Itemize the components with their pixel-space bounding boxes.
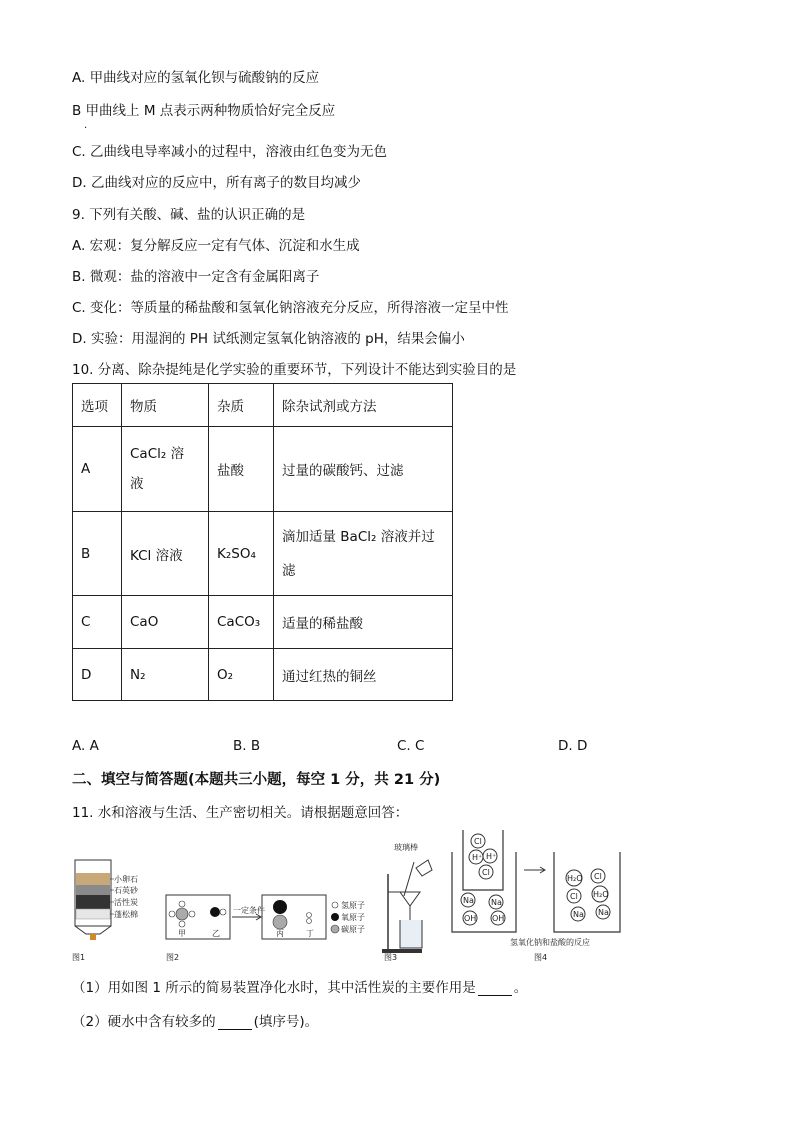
q9-option-b: B. 微观：盐的溶液中一定含有金属阳离子 [72,269,320,285]
fig2-caption: 图2 [166,953,180,962]
q10-stem: 10. 分离、除杂提纯是化学实验的重要环节，下列设计不能达到实验目的是 [72,362,517,378]
q10-answer-d: D. D [558,738,588,754]
section-2-heading: 二、填空与简答题(本题共三小题，每空 1 分，共 21 分) [72,772,441,788]
label-quartz-sand: 石英砂 [114,886,138,895]
fig4-title: 氢氧化钠和盐酸的反应 [510,938,590,947]
table-header-row [73,384,453,427]
header-impurity: 杂质 [209,384,274,427]
table-row [73,596,453,649]
header-substance: 物质 [122,384,209,427]
row-impurity: K₂SO₄ [209,512,274,596]
q9-option-c: C. 变化：等质量的稀盐酸和氢氧化钠溶液充分反应，所得溶液一定呈中性 [72,300,509,316]
pebble-layer [76,873,110,885]
stray-dot: . [84,120,88,131]
q10-answer-b: B. B [233,738,261,754]
ion-h: H⁺ [486,852,497,861]
ion-na: Na [573,910,584,919]
ion-h: H⁺ [472,853,483,862]
q8-option-a: A. 甲曲线对应的氢氧化钡与硫酸钠的反应 [72,70,320,86]
q10-answer-a: A. A [72,738,99,754]
ion-oh: OH [464,914,477,923]
q9-option-a: A. 宏观：复分解反应一定有气体、沉淀和水生成 [72,238,360,254]
label-ding: 丁 [306,929,314,938]
label-jia: 甲 [178,929,186,938]
label-activated-carbon: 活性炭 [114,898,138,907]
fig3-caption: 图3 [384,953,398,962]
q9-option-d: D. 实验：用湿润的 PH 试纸测定氢氧化钠溶液的 pH，结果会偏小 [72,331,465,347]
row-substance: N₂ [122,649,209,701]
row-option: B [73,512,122,596]
legend-carbon: 碳原子 [341,925,365,934]
table-row [73,512,453,596]
row-option: C [73,596,122,649]
q8-option-b: B 甲曲线上 M 点表示两种物质恰好完全反应 [72,103,336,119]
header-method: 除杂试剂或方法 [274,384,453,427]
row-method: 滴加适量 BaCl₂ 溶液并过滤 [274,512,453,596]
q11-sub2-end: (填序号)。 [253,1014,319,1030]
row-substance: CaCl₂ 溶液 [122,427,209,512]
ion-na: Na [491,898,502,907]
row-impurity: CaCO₃ [209,596,274,649]
row-substance: CaO [122,596,209,649]
row-impurity: 盐酸 [209,427,274,512]
row-substance: KCl 溶液 [122,512,209,596]
q11-sub2 [72,1010,318,1030]
label-glass-rod: 玻璃棒 [394,843,418,852]
legend-oxygen: 氧原子 [341,913,365,922]
ion-cl: Cl [474,837,482,846]
ion-cl: Cl [594,872,602,881]
header-option: 选项 [73,384,122,427]
q8-option-c: C. 乙曲线电导率减小的过程中，溶液由红色变为无色 [72,144,388,160]
q10-table [72,383,453,701]
figure-1-water-filter [70,830,150,965]
q11-sub1-text: （1）用如图 1 所示的简易装置净化水时，其中活性炭的主要作用是 [72,980,476,996]
ion-oh: OH [492,914,505,923]
ion-na: Na [598,908,609,917]
ion-cl: Cl [482,868,490,877]
ion-na: Na [463,896,474,905]
q11-sub1-end: 。 [513,980,528,996]
answer-blank[interactable] [478,981,512,996]
label-pebble: 小卵石 [114,875,138,884]
table-row [73,427,453,512]
label-reaction-condition: 一定条件 [233,906,265,915]
label-bing: 丙 [276,929,284,938]
figure-4-neutralization [448,830,628,965]
cotton-layer [76,909,110,919]
fig1-caption: 图1 [72,953,86,962]
row-method: 过量的碳酸钙、过滤 [274,427,453,512]
carbon-layer [76,895,110,909]
figure-2-molecular-model [160,830,370,965]
row-option: D [73,649,122,701]
q11-sub2-text: （2）硬水中含有较多的 [72,1014,216,1030]
sand-layer [76,885,110,895]
figure-3-filtration [380,830,440,965]
label-yi: 乙 [212,929,220,938]
row-method: 通过红热的铜丝 [274,649,453,701]
fig4-caption: 图4 [534,953,548,962]
row-impurity: O₂ [209,649,274,701]
row-method: 适量的稀盐酸 [274,596,453,649]
q8-option-d: D. 乙曲线对应的反应中，所有离子的数目均减少 [72,175,361,191]
q11-stem: 11. 水和溶液与生活、生产密切相关。请根据题意回答： [72,805,409,821]
legend-hydrogen: 氢原子 [341,901,365,910]
molecule-water: H₂O [593,890,609,899]
table-row [73,649,453,701]
row-option: A [73,427,122,512]
label-cotton: 蓬松棉 [114,910,138,919]
answer-blank[interactable] [218,1015,252,1030]
ion-cl: Cl [570,892,578,901]
q11-sub1 [72,976,527,996]
q10-answer-c: C. C [397,738,425,754]
q9-stem: 9. 下列有关酸、碱、盐的认识正确的是 [72,207,306,223]
molecule-water: H₂O [567,874,583,883]
